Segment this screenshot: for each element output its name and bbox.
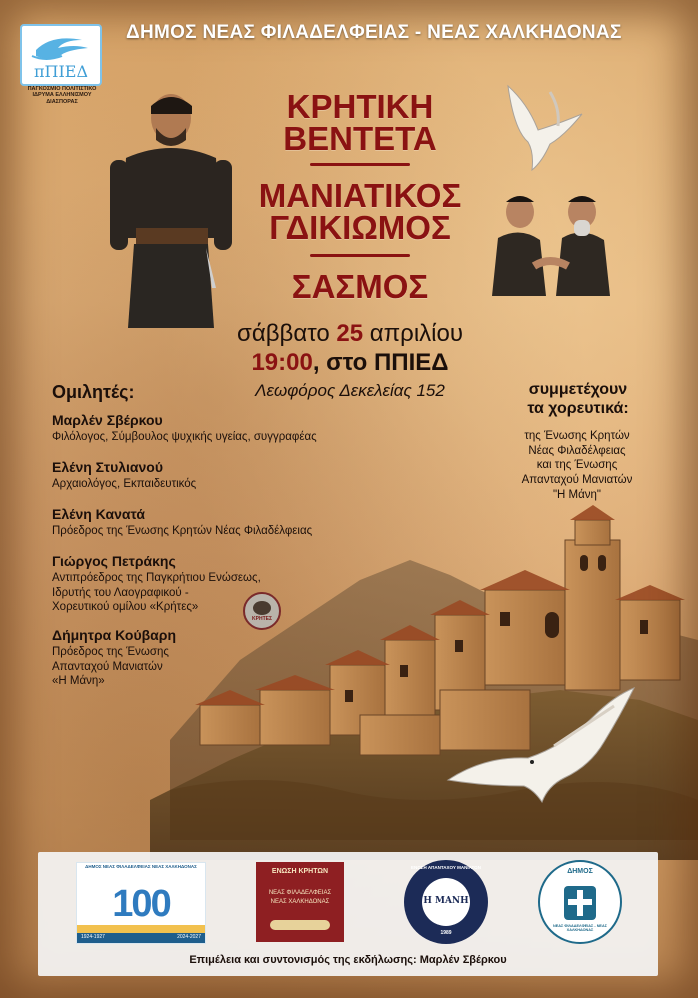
speaker-role: Φιλόλογος, Σύμβουλος ψυχικής υγείας, συγγραφέας: [52, 431, 317, 443]
speaker-role-line: Πρόεδρος της Ένωσης: [52, 646, 169, 658]
dancers-line: "Η Μάνη": [552, 488, 602, 501]
logo-caption: ΠΑΓΚΟΣΜΙΟ ΠΟΛΙΤΙΣΤΙΚΟ ΙΔΡΥΜΑ ΕΛΛΗΝΙΣΜΟΥ ΔΙΑΣΠΟΡΑΣ: [27, 86, 97, 105]
centenary-years-start: 1924-1927: [81, 934, 105, 940]
speaker-role: Πρόεδρος της Ένωσης Κρητών Νέας Φιλαδέλφειας: [52, 525, 313, 537]
event-address: Λεωφόρος Δεκελείας 152: [255, 381, 445, 400]
dancer-icon: [253, 601, 271, 615]
title-divider-1: [310, 163, 410, 166]
logo-label: πΠΙΕΔ: [33, 62, 89, 81]
speaker-5: [52, 627, 352, 689]
speaker-name: Δήμητρα Κούβαρη: [52, 627, 176, 643]
greek-emblem-icon: [564, 886, 596, 920]
dancers-line: Απανταχού Μανιατών: [521, 474, 633, 487]
sand-stripe: [77, 925, 205, 933]
kretes-badge: [243, 592, 281, 630]
event-date-number: 25: [336, 320, 364, 347]
event-month: απριλίου: [369, 320, 463, 347]
organizer-credit: Επιμέλεια και συντονισμός της εκδήλωσης: Μαρλέν Σβέρκου: [189, 954, 507, 966]
speaker-role-line: Ιδρυτής του Λαογραφικού -: [52, 586, 189, 599]
title-line-5: ΣΑΣΜΟΣ: [291, 268, 429, 305]
speaker-4: [52, 553, 352, 615]
dancers-line: Νέας Φιλαδέλφειας: [528, 444, 626, 457]
speaker-name: Γιώργος Πετράκης: [52, 553, 176, 569]
dancers-line: και της Ένωσης: [536, 459, 618, 472]
speaker-2: [52, 459, 432, 492]
centenary-logo: [76, 862, 206, 944]
title-divider-2: [310, 254, 410, 257]
dancers-list: [484, 429, 670, 503]
speaker-1: [52, 412, 432, 445]
event-time: 19:00: [251, 349, 313, 376]
speaker-name: Ελένη Στυλιανού: [52, 459, 163, 475]
emblem-cross-h: [568, 899, 592, 905]
event-date: [170, 320, 530, 348]
dove-illustration-bottom: [444, 686, 640, 806]
speakers-heading: Ομιλητές:: [52, 382, 135, 402]
badge-text: ΚΡΗΤΕΣ: [252, 616, 272, 622]
centenary-logo-title: ΔΗΜΟΣ ΝΕΑΣ ΦΙΛΑΔΕΛΦΕΙΑΣ ΝΕΑΣ ΧΑΛΚΗΔΟΝΑΣ: [85, 864, 197, 869]
title-line-3: ΜΑΝΙΑΤΙΚΟΣ: [258, 177, 462, 214]
speaker-role-line: Απανταχού Μανιατών: [52, 660, 163, 673]
mani-year: 1989: [440, 930, 452, 936]
event-day: σάββατο: [237, 320, 330, 347]
municipality-ring-text: ΝΕΑΣ ΦΙΛΑΔΕΛΦΕΙΑΣ - ΝΕΑΣ ΧΑΛΚΗΔΟΝΑΣ: [553, 924, 607, 932]
centenary-years-end: 2024-2027: [177, 934, 201, 940]
speaker-name: Μαρλέν Σβέρκου: [52, 412, 163, 428]
municipality-logo: [538, 860, 622, 944]
dancers-heading: [488, 380, 668, 418]
speaker-role-line: Χορευτικού ομίλου «Κρήτες»: [52, 601, 199, 614]
crete-island-icon: [270, 920, 330, 930]
dancers-line: της Ένωσης Κρητών: [524, 430, 630, 442]
event-venue: , στο ΠΠΙΕΔ: [312, 349, 449, 376]
cretan-union-logo: [256, 862, 344, 942]
mani-union-logo: [404, 860, 488, 944]
cretan-union-sub-1: ΝΕΑΣ ΦΙΛΑΔΕΛΦΕΙΑΣ: [268, 890, 332, 896]
event-time-venue: [170, 349, 530, 377]
dancers-heading-line-2: τα χορευτικά:: [527, 400, 629, 418]
mani-center-text: Η ΜΑΝΗ: [423, 896, 469, 906]
dancers-heading-line-1: συμμετέχουν: [528, 381, 628, 398]
title-line-2: ΒΕΝΤΕΤΑ: [283, 120, 437, 157]
centenary-number: 100: [112, 883, 170, 925]
speaker-name: Ελένη Κανατά: [52, 506, 145, 522]
municipality-header: ΔΗΜΟΣ ΝΕΑΣ ΦΙΛΑΔΕΛΦΕΙΑΣ - ΝΕΑΣ ΧΑΛΚΗΔΟΝΑΣ: [126, 22, 622, 43]
title-line-1: ΚΡΗΤΙΚΗ: [286, 88, 434, 125]
municipality-logo-top: ΔΗΜΟΣ: [567, 868, 593, 875]
mani-ring-text: ΕΝΩΣΗ ΑΠΑΝΤΑΧΟΥ ΜΑΝΙΑΤΩΝ: [410, 865, 482, 870]
speaker-role: Αρχαιολόγος, Εκπαιδευτικός: [52, 478, 197, 490]
speaker-3: [52, 506, 432, 539]
title-line-4: ΓΔΙΚΙΩΜΟΣ: [269, 209, 451, 246]
speaker-role-line: Αντιπρόεδρος της Παγκρήτιου Ενώσεως,: [52, 572, 261, 584]
ppied-logo: [20, 24, 102, 86]
cretan-union-title: ΕΝΩΣΗ ΚΡΗΤΩΝ: [271, 868, 329, 875]
speaker-role-line: «Η Μάνη»: [52, 675, 105, 688]
cretan-union-sub-2: ΝΕΑΣ ΧΑΛΚΗΔΟΝΑΣ: [270, 899, 330, 905]
